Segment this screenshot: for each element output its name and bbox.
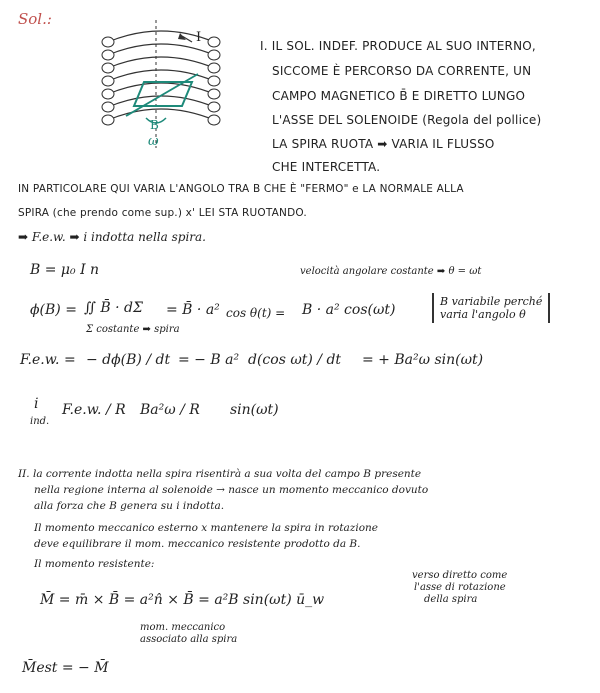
part2-line-1: II. la corrente indotta nella spira risentirà a sua volta del campo B presente	[18, 468, 422, 480]
part2-line-4: Il momento meccanico esterno x mantenere la spira in rotazione	[34, 522, 378, 534]
moment-note-2: l'asse di rotazione	[414, 582, 506, 593]
moment-note-1: verso diretto come	[412, 570, 508, 581]
i-subscript: ind.	[30, 416, 50, 427]
few-fraction: d(cos ωt) / dt	[248, 352, 342, 368]
box-line-2: varia l'angolo θ	[440, 308, 526, 321]
current-label: I	[196, 30, 202, 45]
part2-line-3: alla forza che B genera su i indotta.	[34, 500, 225, 512]
part1-line-4: L'ASSE DEL SOLENOIDE (Regola del pollice)	[272, 113, 542, 127]
part1-line-1: I. IL SOL. INDEF. PRODUCE AL SUO INTERNO,	[260, 39, 536, 53]
i-rhs: sin(ωt)	[230, 402, 279, 418]
flux-cos: cos θ(t) =	[226, 306, 286, 320]
mom-note-2: associato alla spira	[140, 634, 238, 645]
external-moment: M̄est = − M̄	[22, 660, 109, 676]
few-mid: = − B a²	[178, 352, 240, 368]
i-lhs: i	[34, 396, 39, 412]
omega-note: velocità angolare costante ➡ θ = ωt	[300, 266, 482, 277]
part1-line-5: LA SPIRA RUOTA ➡ VARIA IL FLUSSO	[272, 137, 495, 151]
current-arrowhead	[178, 33, 186, 40]
part1-para-2: SPIRA (che prendo come sup.) x' LEI STA RUOTANDO.	[18, 207, 307, 219]
flux-mid: = B̄ · a²	[166, 302, 220, 318]
moment-equation: M̄ = m̄ × B̄ = a²n̂ × B̄ = a²B sin(ωt) ū_w	[40, 592, 325, 608]
part2-line-2: nella regione interna al solenoide → nasce un momento meccanico dovuto	[34, 484, 429, 496]
omega-label: ω	[148, 134, 159, 149]
i-fraction-1: F.e.w. / R	[62, 402, 126, 418]
solution-title: Sol.:	[18, 10, 52, 28]
flux-rhs: B · a² cos(ωt)	[302, 302, 396, 318]
part1-line-6: CHE INTERCETTA.	[272, 160, 381, 174]
few-lhs: F.e.w. =	[20, 352, 76, 368]
part1-para-1: IN PARTICOLARE QUI VARIA L'ANGOLO TRA B CHE È "FERMO" e LA NORMALE ALLA	[18, 183, 464, 195]
few-rhs: = + Ba²ω sin(ωt)	[362, 352, 484, 368]
field-label: B	[150, 118, 159, 132]
solenoid-figure	[96, 20, 226, 152]
few-statement: ➡ F.e.w. ➡ i indotta nella spira.	[18, 230, 206, 244]
part2-line-5: deve equilibrare il mom. meccanico resistente prodotto da B.	[34, 538, 361, 550]
b-variable-box	[432, 293, 550, 323]
part1-line-2: SICCOME È PERCORSO DA CORRENTE, UN	[272, 64, 532, 78]
part2-line-6: Il momento resistente:	[34, 558, 155, 570]
box-line-1: B variabile perché	[440, 295, 543, 308]
i-fraction-2: Ba²ω / R	[140, 402, 200, 418]
mom-note-1: mom. meccanico	[140, 622, 226, 633]
moment-note-3: della spira	[424, 594, 478, 605]
flux-under: Σ costante ➡ spira	[86, 324, 180, 335]
few-derivative: − dϕ(B) / dt	[86, 352, 171, 368]
flux-lhs: ϕ(B) =	[30, 302, 77, 318]
part1-line-3: CAMPO MAGNETICO B̄ E DIRETTO LUNGO	[272, 89, 526, 103]
b-definition: B = μ₀ I n	[30, 262, 100, 278]
flux-integral: ∬ B̄ · dΣ̄	[84, 300, 143, 316]
